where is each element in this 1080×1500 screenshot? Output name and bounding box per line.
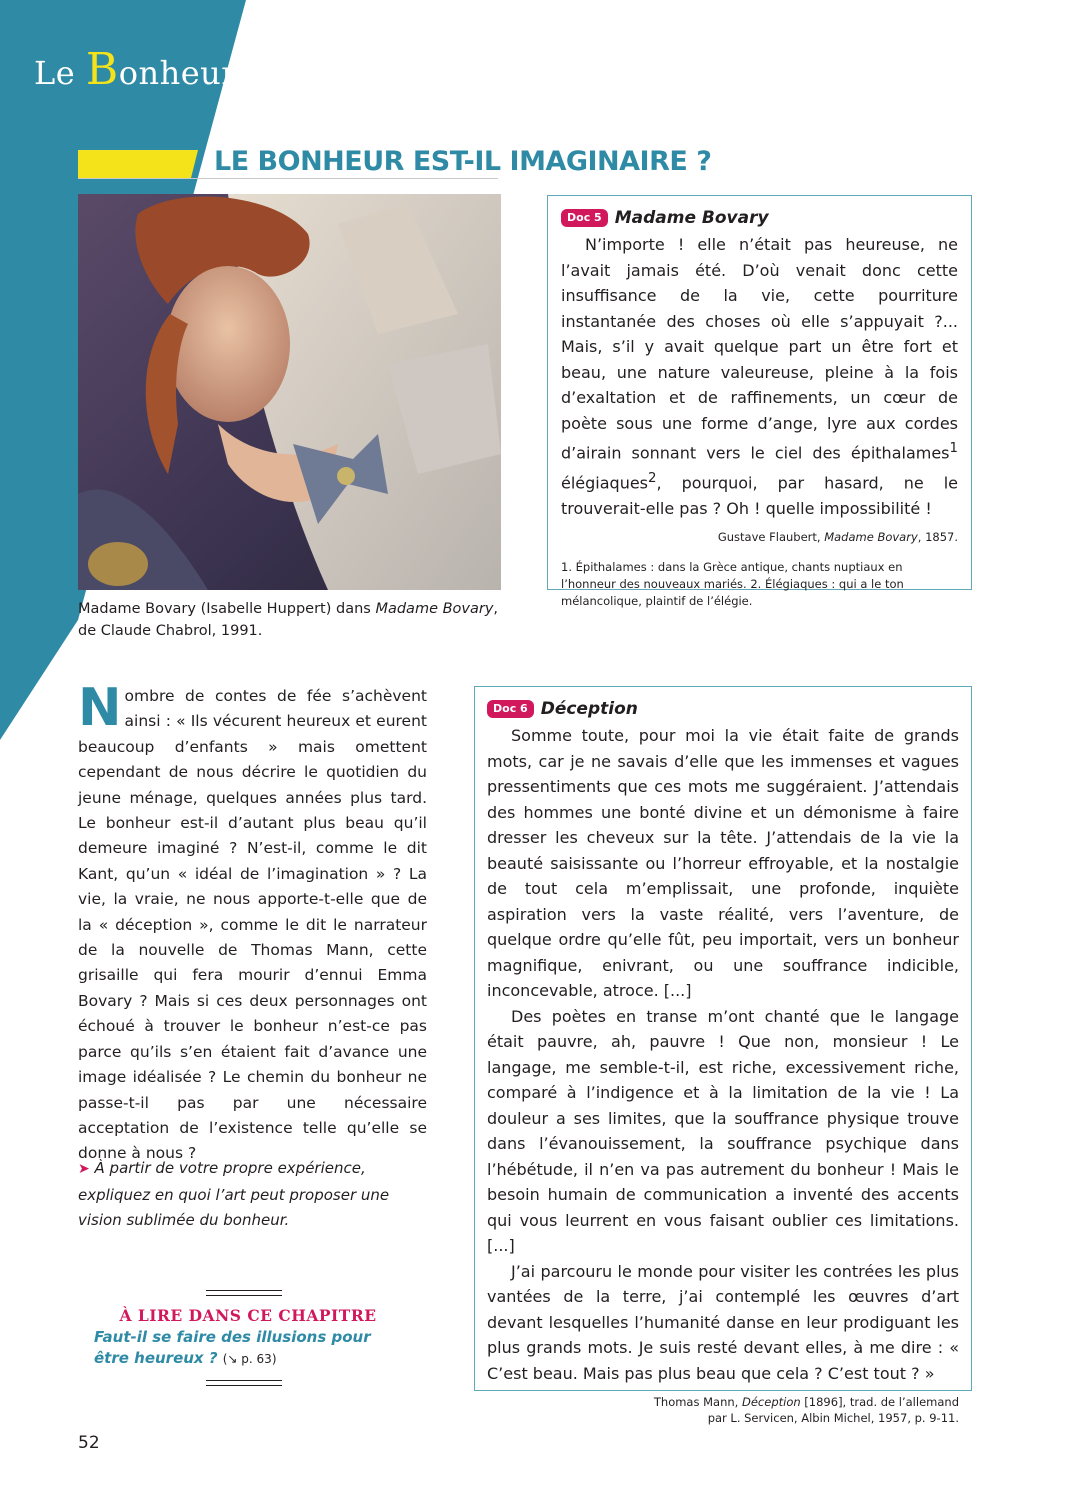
- doc5-source: Gustave Flaubert, Madame Bovary, 1857.: [717, 530, 958, 545]
- doc5-title: Madame Bovary: [614, 208, 769, 228]
- reading-link[interactable]: Faut-il se faire des illusions pour être heureux ? (↘ p. 63): [94, 1328, 371, 1367]
- photo-caption: Madame Bovary (Isabelle Huppert) dans Madame Bovary, de Claude Chabrol, 1991.: [78, 601, 499, 639]
- doc5-box: [547, 195, 972, 609]
- exercise-question: ➤ À partir de votre propre expérience, expliquez en quoi l’art peut proposer une vision sublimée du bonheur.: [78, 1159, 390, 1229]
- intro-paragraph: Nombre de contes de fée s’achèvent ainsi : « Ils vécurent heureux et eurent beaucoup d’enfants » mais omettent cependant de nous décrire le quotidien du jeune ménage, quelques années plus tard. Le bonheur est-il d’autant plus beau qu’il demeure imaginé ? N’est-il, comme le dit Kant, qu’un « idéal de l’imagination » ? La vie, la vraie, ne nous apporte-t-elle que de la « déception », comme le dit le narrateur de la nouvelle de Thomas Mann, cette grisaille qui fera mourir d’ennui Emma Bovary ? Mais si ces deux personnages ont échoué à trouver le bonheur n’est-ce pas parce qu’ils s’en étaient fait d’avance une image idéalisée ? Le chemin du bonheur ne passe-t-il pas par une nécessaire acceptation de l’existence telle qu’elle se donne à nous ?: [78, 678, 427, 1163]
- film-still-photo: [78, 194, 501, 590]
- doc5-tag: Doc 5: [561, 209, 608, 227]
- doc6-tag: Doc 6: [487, 700, 534, 718]
- doc6-text: [487, 723, 959, 1386]
- heading-rule: [78, 178, 498, 179]
- doc6-paragraph: J’ai parcouru le monde pour visiter les contrées les plus vantées de la terre, j’ai contemplé les œuvres d’art devant lesquelles l’humanité danse en leur prodiguant les plus grands mots. Je suis resté devant elles, à me dire : « C’est beau. Mais pas plus beau que cela ? C’est tout ? »: [487, 1261, 959, 1383]
- doc6-box: [474, 686, 972, 1425]
- doc5-notes: 1. Épithalames : dans la Grèce antique, chants nuptiaux en l’honneur des nouveaux mariés. 2. Élégiaques : qui a le ton mélancolique, plaintif de l’élégie.: [561, 560, 904, 609]
- reading-box: [78, 1290, 378, 1386]
- page-number: 52: [78, 1433, 100, 1453]
- reading-title: À LIRE DANS CE CHAPITRE: [119, 1306, 377, 1325]
- drop-cap: N: [78, 678, 122, 738]
- double-rule-bottom: [206, 1380, 282, 1386]
- doc6-source: Thomas Mann, Déception [1896], trad. de l’allemand par L. Servicen, Albin Michel, 1957, p. 9-11.: [653, 1395, 959, 1425]
- doc6-paragraph: Somme toute, pour moi la vie était faite de grands mots, car je ne savais d’elle que les immenses et vagues pressentiments que ces mots me suggéraient. J’attendais des hommes une bonté divine et un démonisme à faire dresser les cheveux sur la tête. J’attendais de la vie la beauté saisissante ou l’horreur effroyable, et la nostalgie de tout cela m’emplissait, une profonde, inquiète aspiration vers la vaste réalité, vers l’aventure, de quelque ordre qu’elle fût, peu importait, vers un bonheur magnifique, enivrant, ou une souffrance indicible, inconcevable, atroce. [...]: [487, 726, 959, 1000]
- doc6-title: Déception: [540, 699, 638, 719]
- section-title: Le Bonheur: [34, 44, 238, 95]
- doc5-text: N’importe ! elle n’était pas heureuse, ne l’avait jamais été. D’où venait donc cette insuffisance de la vie, cette pourriture instantanée des choses où elle s’appuyait ?... Mais, s’il y avait quelque part un être fort et beau, une nature valeureuse, pleine à la fois d’exaltation et de raffinements, un cœur de poète sous une forme d’ange, lyre aux cordes d’airain sonnant vers le ciel des épithalames$^1$ élégiaques$^2$, pourquoi, par hasard, ne le trouverait-elle pas ? Oh ! quelle impossibilité !: [561, 235, 958, 518]
- heading-yellow-bar: [78, 150, 198, 178]
- page-title: LE BONHEUR EST-IL IMAGINAIRE ?: [214, 146, 712, 177]
- section-title-initial: B: [85, 44, 119, 95]
- doc6-paragraph: Des poètes en transe m’ont chanté que le langage était pauvre, ah, pauvre ! Que non, monsieur ! Le langage, me semble-t-il, est riche, excessivement riche, comparé à l’indigence et à la limitation de la vie ! La douleur a ses limites, que la souffrance physique trouve dans l’évanouissement, la souffrance psychique dans l’hébétude, il n’en va pas autrement du bonheur ! Mais le besoin humain de communication a inventé des accents qui vous leurrent en vous faisant oublier ces limitations. [...]: [487, 1006, 959, 1255]
- double-rule-top: [206, 1290, 282, 1296]
- arrow-right-icon: ➤: [78, 1161, 90, 1177]
